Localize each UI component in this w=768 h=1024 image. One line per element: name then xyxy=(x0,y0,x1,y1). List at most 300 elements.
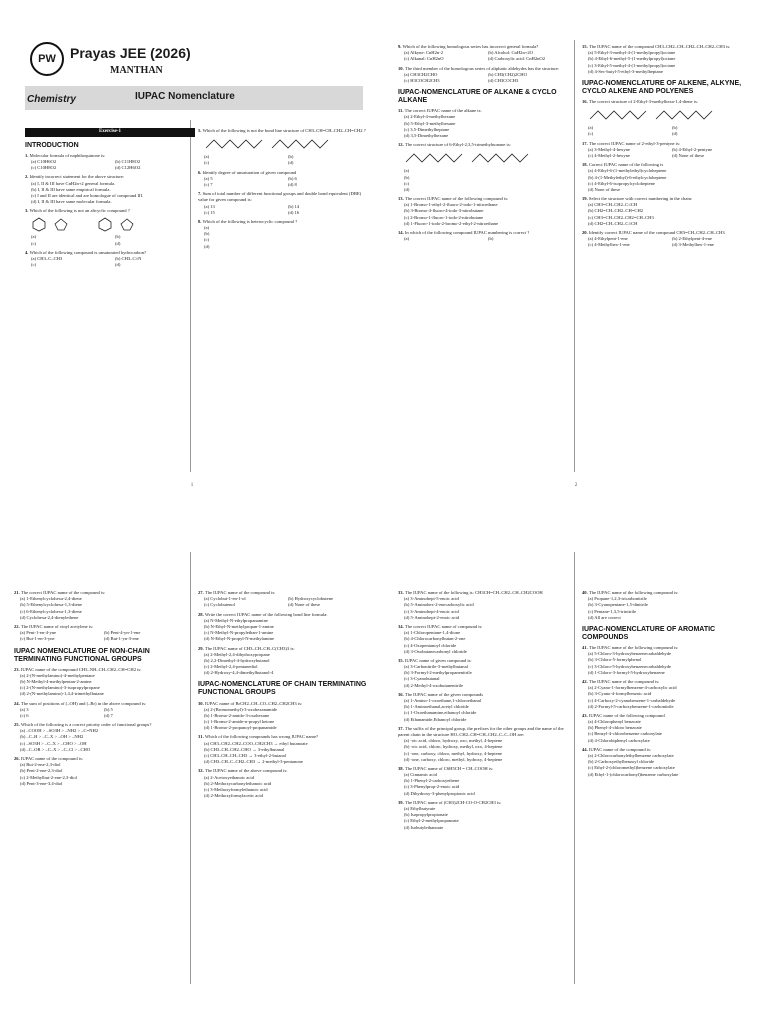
section-heading: IUPAC-NOMENCLATURE OF ALKANE & CYCLO ALKANE xyxy=(398,89,557,105)
question-stem: The IUPAC name of the following compound is: xyxy=(588,645,679,651)
answer-option[interactable]: (a) 2-(N-methylamino)-4-methylpentane xyxy=(20,672,95,678)
question-number: 32. xyxy=(198,768,205,774)
answer-option[interactable]: (d) Isobutylethanoate xyxy=(404,824,444,830)
answer-option[interactable]: (c) 4-Oxopentanoyl chloride xyxy=(404,642,457,648)
answer-option[interactable]: (d) 3-Methylhex-1-ene xyxy=(672,242,714,248)
answer-option[interactable]: (d) 2-Methoxyformylacetic acid xyxy=(204,793,263,799)
structure-figure xyxy=(204,136,368,152)
answer-option[interactable]: (c) 15 xyxy=(204,209,215,215)
answer-option[interactable]: (d) 8 xyxy=(288,181,297,187)
answer-option[interactable]: (b) 4-Chlorocarbonylbutan-2-one xyxy=(404,636,466,642)
question-item xyxy=(198,170,368,189)
option-list xyxy=(588,685,752,710)
question-number: 25. xyxy=(14,722,21,728)
section-heading: IUPAC-NOMENCLATURE OF ALKENE, ALKYNE, CYCLO ALKENE AND POLYENES xyxy=(582,79,742,95)
option-list xyxy=(20,762,184,787)
question-item xyxy=(14,756,184,787)
answer-option[interactable]: (b) 3-Cyanopentane-1,5-dinitrile xyxy=(588,602,648,608)
answer-option[interactable]: (b) CH3(CH2)2CHO xyxy=(488,71,527,77)
answer-option[interactable]: (a) 2-(Bromomethyl)-3-oxohexanamide xyxy=(204,706,278,712)
answer-option[interactable]: (b) 14 xyxy=(288,203,300,209)
answer-option[interactable]: (c) H3COCH2CH3 xyxy=(404,77,440,83)
answer-option[interactable]: (a) 1-Chloropentane-1,4-dione xyxy=(404,630,461,636)
answer-option[interactable]: (b) C11H8O2 xyxy=(115,158,141,164)
column-divider xyxy=(574,552,575,984)
question-stem: Identify correct IUPAC name of the compound CH3=CH–CH2–CH–CH3 xyxy=(588,230,725,236)
answer-option[interactable]: (a) xyxy=(204,154,210,160)
column-divider xyxy=(574,40,575,472)
question-stem: The correct structure of 2-Ethyl-3-methylhexa-1,4-diene is: xyxy=(588,99,699,105)
answer-option[interactable]: (a) xyxy=(404,168,410,174)
answer-option[interactable]: (a) 4-Ethylpent-1-ene xyxy=(588,236,628,242)
question-number: 17. xyxy=(582,140,589,146)
answer-option[interactable]: (d) Ethanamide,Ethanoyl chloride xyxy=(404,716,467,722)
question-number: 30. xyxy=(198,700,205,706)
question-number: 31. xyxy=(198,734,205,740)
answer-option[interactable]: (b) 2-Carboxyethylbenzoyl chloride xyxy=(588,759,655,765)
ring-structure-icon xyxy=(31,216,91,232)
answer-option[interactable]: (d) xyxy=(672,131,678,137)
question-number: 1. xyxy=(25,152,30,158)
answer-option[interactable]: (a) 2-Methyl-2,4-dihydroxypropane xyxy=(204,651,270,657)
answer-option[interactable]: (b) Hydroxycyclobutene xyxy=(288,596,334,602)
question-stem: IUPAC name of the compound is: xyxy=(20,756,84,762)
answer-option[interactable]: (c) CH3–CH–CH–CH3 → 3-ethyl-2-butanol xyxy=(204,753,287,759)
answer-option[interactable]: (c) xyxy=(204,237,210,243)
section-heading: IUPAC-NOMENCLATURE OF AROMATIC COMPOUNDS xyxy=(582,625,716,641)
option-list xyxy=(20,707,184,719)
answer-option[interactable]: (b) 6 xyxy=(288,175,297,181)
answer-option[interactable]: (c) Cyclobutenol xyxy=(204,602,235,608)
answer-option[interactable]: (d) CH2=CH–CH2–C≡CH xyxy=(588,220,638,226)
answer-option[interactable]: (d) -one, carboxy, chloro, methyl, hydroxy, 4-heptene xyxy=(404,756,503,762)
answer-option[interactable]: (b) -oic acid, chloro, hydroxy, methyl, oxo, 4-heptene xyxy=(404,744,503,750)
answer-option[interactable]: (c) 3,5-Dimethylheptane xyxy=(404,126,450,132)
answer-option[interactable]: (a) Propane-1,2,3-tricarbonitrile xyxy=(588,596,647,602)
question-number: 44. xyxy=(582,746,589,752)
answer-option[interactable]: (c) Pentane-1,3,5-trinitrile xyxy=(588,608,637,614)
ring-structure-icon xyxy=(97,216,157,232)
question-item xyxy=(582,196,752,227)
question-stem: The suffix of the principal group, the prefixes for the other groups and the name of the parent chain in the structure HO–CH2–CH=CH–CH2–C–C–OH are: xyxy=(398,725,564,737)
answer-option[interactable]: (c) 6 xyxy=(20,712,29,718)
answer-option[interactable]: (a) 5-Chloro-3-hydroxybenzenecarbaldehyde xyxy=(588,651,672,657)
option-list xyxy=(404,772,568,797)
answer-option[interactable]: (c) xyxy=(31,262,37,268)
answer-option[interactable]: (d) xyxy=(404,186,410,192)
answer-option[interactable]: (b) Pent-2-ene-2,3-diol xyxy=(20,768,63,774)
answer-option[interactable]: (b) Isopropylpropionate xyxy=(404,812,448,818)
topic-label: IUPAC Nomenclature xyxy=(135,91,235,102)
answer-option[interactable]: (b) 2-Methoxycarbonylethanoic acid xyxy=(204,780,272,786)
answer-option[interactable]: (a) 3-Carbonitrile-3-methylbutanal xyxy=(404,664,468,670)
answer-option[interactable]: (d) xyxy=(115,240,121,246)
answer-option[interactable]: (c) 7 xyxy=(204,181,213,187)
answer-option[interactable]: (d) 1-Fluoro-1-iodo-2-bromo-2-ethyl-2-nitroethane xyxy=(404,220,499,226)
answer-option[interactable]: (a) Cyclobut-1-en-1-ol xyxy=(204,596,246,602)
question-item xyxy=(198,734,368,765)
answer-option[interactable]: (c) 3-Ethyl-5-methyl-4-(1-methylpropyl)octane xyxy=(588,62,676,68)
answer-option[interactable]: (b) Alcohol: CnH2n+2O xyxy=(488,50,533,56)
answer-option[interactable]: (d) Dihydroxy-3-phenylpropionic acid xyxy=(404,790,475,796)
answer-option[interactable]: (b) 2,2-Dimethyl-4-hydroxybutanol xyxy=(204,657,270,663)
answer-option[interactable]: (d) 5-Aminohept-2-enoic acid xyxy=(404,614,460,620)
answer-option[interactable]: (b) 1-Phenyl-2-carboxyethene xyxy=(404,778,460,784)
answer-option[interactable]: (a) CH3–C–CH3 xyxy=(31,256,63,262)
page-4-left-column xyxy=(398,590,568,834)
question-item xyxy=(582,713,752,744)
question-item xyxy=(582,230,752,249)
answer-option[interactable]: (c) 4-Ethyl-6-isopropylcycloheptene xyxy=(588,180,655,186)
answer-option[interactable]: (b) 5-Aminohex-2-enecarboxylic acid xyxy=(404,602,474,608)
answer-option[interactable]: (c) N-Methyl-N-propylethan-1-amine xyxy=(204,630,274,636)
answer-option[interactable]: (d) CH3COCH3 xyxy=(488,77,519,83)
answer-option[interactable]: (b) Phenyl-4-chloro benzoate xyxy=(588,725,642,731)
answer-option[interactable]: (a) 5 xyxy=(204,175,213,181)
question-stem: The correct IUPAC name of the compound is: xyxy=(20,590,106,595)
page-2 xyxy=(384,0,768,512)
answer-option[interactable]: (c) 2-Methylbut-2-ene-2,3-diol xyxy=(20,774,77,780)
question-item xyxy=(582,99,752,138)
section-heading: IUPAC NOMENCLATURE OF NON-CHAIN TERMINATING FUNCTIONAL GROUPS xyxy=(14,647,150,663)
answer-option[interactable]: (d) xyxy=(288,160,294,166)
question-stem: Identify degree of unsaturation of given compound xyxy=(202,169,297,175)
answer-option[interactable]: (a) Pent-1-en-4-yne xyxy=(20,630,57,636)
answer-option[interactable]: (c) xyxy=(204,160,210,166)
answer-option[interactable]: (a) 1-Ethenylcyclohexa-2,4-diene xyxy=(20,596,82,602)
answer-option[interactable]: (d) xyxy=(204,243,210,249)
answer-option[interactable]: (d) None of these xyxy=(288,602,321,608)
answer-option[interactable]: (a) 1-Amino-1-oxoethane,1-chloroethanal xyxy=(404,698,482,703)
question-number: 37. xyxy=(398,725,405,731)
answer-option[interactable]: (a) I, II & III have CnH2n+2 general formula. xyxy=(31,180,116,186)
option-list xyxy=(588,168,752,193)
answer-option[interactable]: (b) –C–H > –C–X > –OH > –NH2 xyxy=(20,734,84,740)
answer-option[interactable]: (b) 4-Ethyl-2-pentyne xyxy=(672,146,713,152)
answer-option[interactable]: (a) N-Methyl-N-ethylpropanamine xyxy=(204,617,268,623)
question-text xyxy=(198,191,368,203)
answer-option[interactable]: (c) 4-Methylhex-1-ene xyxy=(588,242,630,248)
option-list xyxy=(588,236,752,248)
answer-option[interactable]: (a) xyxy=(31,234,37,240)
option-list xyxy=(588,753,752,778)
question-number: 3. xyxy=(25,208,30,214)
answer-option[interactable]: (c) 2-(N-methylamino)-3-isopropylpropane xyxy=(20,685,100,691)
answer-option[interactable]: (d) Cyclohexa-2,4-dienylethene xyxy=(20,614,79,620)
answer-option[interactable]: (b) Pent-4-yn-1-ene xyxy=(104,630,141,636)
answer-option[interactable]: (b) xyxy=(204,231,210,237)
answer-option[interactable]: (c) xyxy=(404,180,410,186)
answer-option[interactable]: (b) N-Ethyl-N-methylpropan-1-amine xyxy=(204,623,274,629)
structure-figure xyxy=(31,216,195,232)
question-item xyxy=(582,44,752,75)
option-list xyxy=(204,154,368,166)
subject-label: Chemistry xyxy=(27,94,76,105)
question-text xyxy=(398,726,568,738)
answer-option[interactable]: (d) None of these xyxy=(588,186,621,192)
answer-option[interactable]: (c) 3-Chloro-5-hydroxybenzenecarbaldehyde xyxy=(588,663,672,669)
answer-option[interactable]: (b) CH3–C≡N xyxy=(115,256,142,262)
answer-option[interactable]: (c) I and II are identical and are homologue of compound III. xyxy=(31,192,144,198)
answer-option[interactable]: (d) –C–OR > –C–X > –C–Cl > –CHO xyxy=(20,746,91,752)
answer-option[interactable]: (a) -oic acid, chloro, hydroxy, oxo, methyl, 4-heptene xyxy=(404,738,503,744)
option-list xyxy=(204,775,368,800)
answer-option[interactable]: (a) 4-Chlorophenyl benzoate xyxy=(588,719,641,725)
question-stem: Select the structure with correct numbering in the chain: xyxy=(588,196,693,202)
question-item xyxy=(198,701,368,732)
answer-option[interactable]: (c) 3-Methoxyformylethanoic acid xyxy=(204,786,268,792)
answer-option[interactable]: (d) All are correct xyxy=(588,614,621,620)
answer-option[interactable]: (b) 1-Aminoethanal,acetyl chloride xyxy=(404,704,469,710)
answer-option[interactable]: (d) Ethyl-1-(chlorocarbonyl)benzene carboxylate xyxy=(588,771,679,777)
question-stem: The correct IUPAC name of the following compound is: xyxy=(404,196,509,202)
option-list xyxy=(404,806,568,831)
section-heading: IUPAC-NOMENCLATURE OF CHAIN TERMINATING FUNCTIONAL GROUPS xyxy=(198,681,367,697)
answer-option[interactable]: (a) 5-Ethyl-3-methyl-4-(1-methylpropyl)octane xyxy=(588,50,676,56)
answer-option[interactable]: (d) Pent-3-ene-3,4-diol xyxy=(20,780,63,786)
question-stem: Which of the following is not the bond line structure of CH3–CH=CH–CH2–CH=CH2 ? xyxy=(202,128,366,133)
answer-option[interactable]: (b) 4-(1-Methylethyl)-6-ethylcycloheptene xyxy=(588,174,667,180)
question-number: 6. xyxy=(198,169,203,175)
answer-option[interactable]: (d) 2-Methyl-4-oxobutanenitrile xyxy=(404,682,464,688)
question-stem: Identify incorrect statement for the above structure: xyxy=(29,174,125,180)
question-number: 16. xyxy=(582,99,589,105)
answer-option[interactable]: (c) xyxy=(588,131,594,137)
answer-option[interactable]: (d) But-1-yn-3-ene xyxy=(104,636,139,642)
question-number: 40. xyxy=(582,590,589,595)
answer-option[interactable]: (b) 5-Ethyl-3-methylhexane xyxy=(404,120,456,126)
answer-option[interactable]: (a) CH3CH2CHO xyxy=(404,71,438,77)
answer-option[interactable]: (d) 2-Hydroxy-4,4-dimethylbutanol-4 xyxy=(204,670,274,676)
answer-option[interactable]: (d) 3,5-Dimethylhexane xyxy=(404,132,449,138)
bond-line-structure-icon xyxy=(470,150,530,166)
question-number: 23. xyxy=(14,666,21,672)
answer-option[interactable]: (d) 2-(N-methylamino)-1,4,4-trimethylbutane xyxy=(20,691,104,697)
page-4-right-column xyxy=(582,590,752,781)
question-item xyxy=(398,726,568,763)
question-stem: The sum of positions of (–OH) and (–Br) in the above compound is: xyxy=(20,700,147,706)
question-number: 26. xyxy=(14,756,21,762)
bond-line-structure-icon xyxy=(588,107,648,123)
answer-option[interactable]: (a) 4-Ethyl-6-(1-methylethyl)cycloheptene xyxy=(588,168,667,174)
answer-option[interactable]: (c) 3-Phenylprop-2-enoic acid xyxy=(404,784,460,790)
answer-option[interactable]: (d) 7 xyxy=(104,712,113,718)
question-number: 2. xyxy=(25,174,30,180)
answer-option[interactable]: (d) C12H6O2 xyxy=(115,165,141,171)
answer-option[interactable]: (d) 1-Chloro-3-formyl-5-hydroxybenzene xyxy=(588,669,665,675)
question-stem: The IUPAC name of the compound is: xyxy=(588,678,660,684)
answer-option[interactable]: (c) xyxy=(31,240,37,246)
question-text xyxy=(398,142,568,148)
question-number: 19. xyxy=(582,196,589,202)
answer-option[interactable]: (b) xyxy=(672,125,678,131)
answer-option[interactable]: (c) Ethyl-2-methylpropanoate xyxy=(404,818,459,824)
answer-option[interactable]: (a) 13 xyxy=(204,203,215,209)
question-item xyxy=(14,722,184,753)
question-stem: Sum of total number of different functional groups and double bond equivalent (DBE) value for given compound is: xyxy=(198,191,362,203)
question-number: 12. xyxy=(398,142,405,148)
answer-option[interactable]: (d) I, II & III have same molecular formula. xyxy=(31,199,112,205)
option-list xyxy=(404,50,568,62)
answer-option[interactable]: (a) 2-Ethyl-4-methylhexane xyxy=(404,114,456,120)
question-number: 10. xyxy=(398,65,405,71)
answer-option[interactable]: (b) I, II & III have same empirical formula. xyxy=(31,186,111,192)
answer-option[interactable]: (c) 2-Methyl-2,4-pentanediol xyxy=(204,664,258,670)
answer-option[interactable]: (a) But-2-ene-2,3-diol xyxy=(20,762,61,768)
question-item xyxy=(582,679,752,710)
answer-option[interactable]: (c) C10H8O2 xyxy=(31,165,57,171)
option-list xyxy=(204,225,368,250)
answer-option[interactable]: (c) 1-Bromo-2-amide-n-propyl ketone xyxy=(204,719,275,725)
answer-option[interactable]: (a) Ethylbutyrate xyxy=(404,806,436,811)
question-stem: The IUPAC name of CH3–CH–CH–C(CH3)3 is: xyxy=(204,645,295,651)
page-title: Prayas JEE (2026) xyxy=(70,45,191,61)
question-item xyxy=(398,230,568,242)
answer-option[interactable]: (d) 2-Formyl-5-carboxybenzene-1-carbonitrile xyxy=(588,703,674,709)
question-item xyxy=(582,590,752,621)
answer-option[interactable]: (a) CH3–CH2–CH2–COO–CH2CH3 → ethyl butanoate xyxy=(204,740,308,746)
question-stem: The IUPAC name of the compound CH3–CH2–CH–CH2–CH–CH2–CH3 is: xyxy=(588,44,731,49)
question-stem: The IUPAC name of vinyl acetylene is: xyxy=(20,623,94,629)
answer-option[interactable]: (b) 3-Chloro-5-formylphenol xyxy=(588,657,642,663)
answer-option[interactable]: (a) 2-Acetoxyethanoic acid xyxy=(204,774,254,780)
question-item xyxy=(398,624,568,655)
answer-option[interactable]: (a) Alkyne: CnH2n-2 xyxy=(404,50,444,56)
answer-option[interactable]: (b) 2-Ethylpent-4-ene xyxy=(672,236,712,242)
question-number: 7. xyxy=(198,191,203,197)
answer-option[interactable]: (b) xyxy=(288,154,294,160)
answer-option[interactable]: (c) CH3=CH–CH2–CH2=CH–CH3 xyxy=(588,214,654,220)
answer-option[interactable]: (a) 2-Chlorocarbonylethylbenzene carboxylate xyxy=(588,753,674,759)
question-number: 29. xyxy=(198,645,205,651)
option-list xyxy=(588,719,752,744)
question-number: 42. xyxy=(582,678,589,684)
answer-option[interactable]: (b) xyxy=(404,174,410,180)
answer-option[interactable]: (a) 3-Aminohept-5-enoic acid xyxy=(404,596,459,602)
question-item xyxy=(198,646,368,677)
answer-option[interactable]: (d) 4-Sec-butyl-5-ethyl-3-methylheptane xyxy=(588,68,663,74)
question-number: 36. xyxy=(398,691,405,697)
option-list xyxy=(588,651,752,676)
answer-option[interactable]: (a) xyxy=(204,225,210,231)
answer-option[interactable]: (c) 4-Carboxy-2-cyanobenzene-1-carbaldehyde xyxy=(588,697,676,703)
answer-option[interactable]: (a) xyxy=(588,125,594,131)
option-list xyxy=(588,125,752,137)
answer-option[interactable]: (b) 5-Ethenylcyclohexa-1,3-diene xyxy=(20,602,82,608)
question-item xyxy=(25,250,195,269)
question-stem: Which of the following is not an alicyclic compound ? xyxy=(29,208,130,214)
answer-option[interactable]: (d) CH3–CH–C–CH2–CH3 → 2-methyl-3-pentanone xyxy=(204,759,303,765)
answer-option[interactable]: (d) 4-Chlorobiphenyl carboxylate xyxy=(588,737,650,743)
option-list xyxy=(404,596,568,621)
question-stem: Write the correct IUPAC name of the following bond line formula: xyxy=(204,611,328,617)
question-number: 13. xyxy=(398,196,405,202)
answer-option[interactable]: (d) Carboxylic acid: CnH2nO2 xyxy=(488,56,546,62)
answer-option[interactable]: (d) 3-Oxobutanecarbonyl chloride xyxy=(404,648,467,654)
page-1-left-column xyxy=(25,128,195,271)
answer-option[interactable]: (b) 3-Cyano-4-formylbenzoic acid xyxy=(588,691,652,697)
answer-option[interactable]: (a) 3 xyxy=(20,706,29,712)
question-list xyxy=(25,142,195,269)
subject-band xyxy=(25,86,363,110)
answer-option[interactable]: (a) xyxy=(404,236,410,242)
answer-option[interactable]: (b) xyxy=(488,236,494,242)
answer-option[interactable]: (c) 6-Ethenylcyclohexa-1,3-diene xyxy=(20,608,82,614)
question-item xyxy=(25,208,195,247)
answer-option[interactable]: (b) 5 xyxy=(104,706,113,712)
answer-option[interactable]: (b) 1-Bromo-2-amido-3-oxohexane xyxy=(204,712,270,718)
question-number: 27. xyxy=(198,590,205,595)
answer-option[interactable]: (c) 4-Methyl-2-hexyne xyxy=(588,152,630,158)
answer-option[interactable]: (a) 1-Bromo-1-ethyl-2-fluoro-2-iodo-1-nitroethane xyxy=(404,202,498,208)
answer-option[interactable]: (c) -one, carboxy, chloro, methyl, hydroxy, 4-heptene xyxy=(404,750,503,756)
page-3 xyxy=(0,512,384,1024)
option-list xyxy=(404,698,568,723)
answer-option[interactable]: (c) 3-Cyanobutanal xyxy=(404,676,440,682)
option-list xyxy=(404,664,568,689)
answer-option[interactable]: (b) 3-Bromo-4-fluoro-4-iodo-3-nitrobutane xyxy=(404,208,484,214)
bond-line-structure-icon xyxy=(654,107,714,123)
question-text xyxy=(25,208,195,214)
question-number: 35. xyxy=(398,657,405,663)
question-item xyxy=(398,66,568,85)
answer-option[interactable]: (a) Cinnamic acid xyxy=(404,772,437,778)
answer-option[interactable]: (c) Benzyl-4-chlorobenzene carboxylate xyxy=(588,731,662,737)
answer-option[interactable]: (d) 16 xyxy=(288,209,300,215)
answer-option[interactable]: (b) 3-Formyl-2-methylpropanenitrile xyxy=(404,670,472,676)
exercise-bar: Exercise-1 xyxy=(25,128,195,137)
question-number: 28. xyxy=(198,611,205,617)
answer-option[interactable]: (d) xyxy=(115,262,121,268)
answer-option[interactable]: (c) Alkanal: CnH2nO xyxy=(404,56,444,62)
answer-option[interactable]: (c) 3-Aminohept-4-enoic acid xyxy=(404,608,459,614)
question-number: 21. xyxy=(14,590,21,595)
answer-option[interactable]: (a) 3-Methyl-4-hexyne xyxy=(588,146,630,152)
answer-option[interactable]: (c) But-1-en-3-yne xyxy=(20,636,55,642)
question-stem: The IUPAC name of the following compound is: xyxy=(588,590,679,595)
page-3-right-column xyxy=(198,590,368,802)
answer-option[interactable]: (c) Ethyl-2-(chloromethyl)benzene carboxylate xyxy=(588,765,675,771)
answer-option[interactable]: (b) xyxy=(115,234,121,240)
answer-option[interactable]: (a) C10H6O2 xyxy=(31,158,57,164)
answer-option[interactable]: (c) 1-Oxoethanamine,ethanoyl chloride xyxy=(404,710,477,716)
answer-option[interactable]: (b) 4-Ethyl-6-methyl-5-(1-methylpropyl)octane xyxy=(588,56,676,62)
page-4 xyxy=(384,512,768,1024)
question-item xyxy=(198,768,368,799)
structure-figure xyxy=(588,107,752,123)
answer-option[interactable]: (d) 1-Bromo-2-propanoyl-propanamide xyxy=(204,725,277,731)
question-stem: The correct structure of 6-Ethyl-2,3,5-trimethylnonane is: xyxy=(404,142,511,148)
question-stem: The IUPAC name of (CH3)2CH-CO-O-CH2CH3 is: xyxy=(404,799,502,805)
question-number: 14. xyxy=(398,230,405,236)
answer-option[interactable]: (b) CH3–CH–CH2–CHO → 3-ethylbutanal xyxy=(204,746,285,752)
answer-option[interactable]: (a) –COOH > –SO3H > –NH2 > –C=NH2 xyxy=(20,728,99,734)
answer-option[interactable]: (c) –SO3H > –C–X > –CHO > –OH xyxy=(20,740,87,746)
answer-option[interactable]: (a) 2-Cyano-1-formylbenzene-4-carboxylic acid xyxy=(588,685,677,691)
question-number: 11. xyxy=(398,108,405,114)
answer-option[interactable]: (a) CH3=CH–CH2–C≡CH xyxy=(588,202,638,208)
option-list xyxy=(588,50,752,75)
answer-option[interactable]: (b) N-Methyl-4-methylpentan-2-amine xyxy=(20,678,92,684)
option-list xyxy=(204,176,368,188)
option-list xyxy=(204,741,368,766)
option-list xyxy=(204,204,368,216)
answer-option[interactable]: (b) CH2=CH–CH2–CH=CH2 xyxy=(588,208,644,214)
question-stem: Which of the following is heterocyclic compound ? xyxy=(202,218,298,224)
answer-option[interactable]: (d) N-Ethyl-N-propyl-N-methylamine xyxy=(204,636,275,642)
answer-option[interactable]: (c) 2-Bromo-1-fluoro-1-iodo-2-nitrobutane xyxy=(404,214,484,220)
answer-option[interactable]: (d) None of these xyxy=(672,152,705,158)
